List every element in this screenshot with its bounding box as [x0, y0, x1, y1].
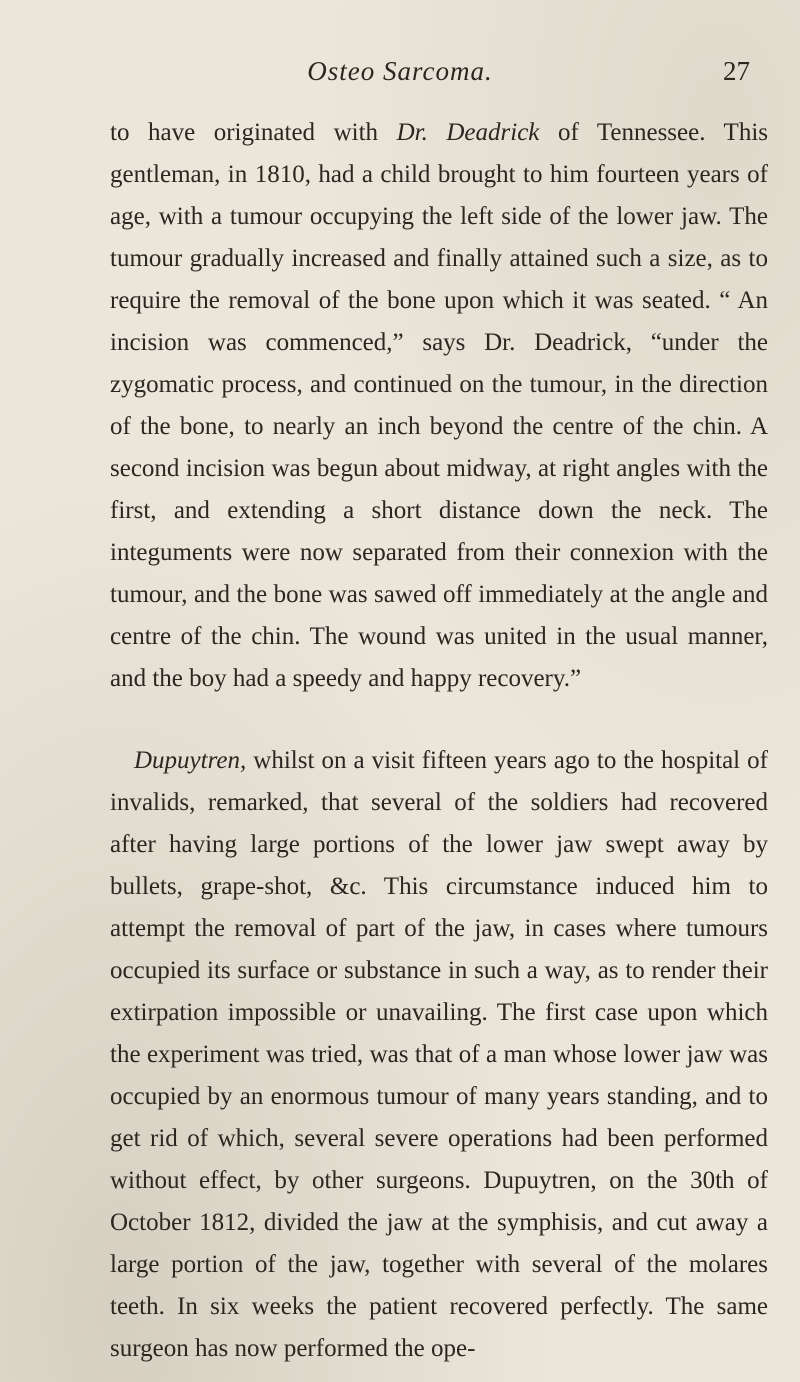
page-number: 27 — [723, 56, 750, 86]
paragraph-2 — [110, 740, 768, 1370]
running-title: Osteo Sarcoma. — [307, 56, 493, 86]
paragraph-1 — [110, 112, 768, 700]
paragraph-2-segment-1: Dupuytren, — [134, 747, 247, 774]
paragraph-2-segment-2: whilst on a visit fifteen years ago to the hospital of invalids, remarked, that several of the soldiers had recovered after having large portions of the lower jaw swept away by bullets, grape-shot, &c. This circumstance induced him to attempt the removal of part of the jaw, in cases where tumours occupied its surface or substance in such a way, as to render their extirpation impossible or unavailing. The first case upon which the experiment was tried, was that of a man whose lower jaw was occupied by an enormous tumour of many years standing, and to get rid of which, several severe operations had been performed without effect, by other surgeons. Dupuytren, on the 30th of October 1812, divided the jaw at the symphisis, and cut away a large portion of the jaw, together with several of the molares teeth. In six weeks the patient recovered perfectly. The same surgeon has now performed the ope- — [110, 747, 768, 1362]
page-header — [0, 56, 800, 100]
paragraph-1-segment-3: of Tennessee. This gentleman, in 1810, had a child brought to him fourteen years of age, with a tumour occupying the left side of the lower jaw. The tumour gradually increased and finally attained such a size, as to require the removal of the bone upon which it was seated. “ An incision was commenced,” says Dr. Deadrick, “under the zygomatic process, and continued on the tumour, in the direction of the bone, to nearly an inch beyond the centre of the chin. A second incision was begun about midway, at right angles with the first, and extending a short distance down the neck. The integuments were now separated from their connexion with the tumour, and the bone was sawed off immediately at the angle and centre of the chin. The wound was united in the usual manner, and the boy had a speedy and happy recovery.” — [110, 119, 768, 692]
paragraph-1-segment-1: to have originated with — [110, 119, 397, 146]
paragraph-1-segment-2: Dr. Deadrick — [396, 119, 540, 146]
body-text — [110, 112, 768, 1370]
